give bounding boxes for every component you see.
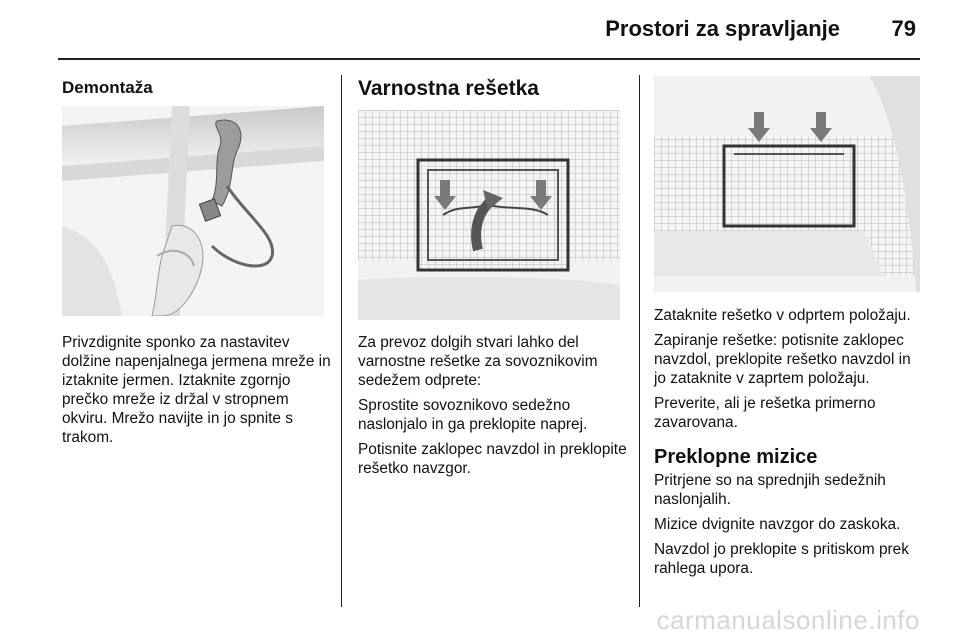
paragraph-mizice-1: Pritrjene so na sprednjih sedežnih naslonjalih. [654, 472, 886, 508]
column-divider-2 [639, 75, 640, 607]
header-rule [58, 58, 920, 60]
watermark: carmanualsonline.info [656, 605, 920, 635]
illustration-safety-grille-locked [654, 76, 920, 292]
page-number: 79 [891, 16, 916, 41]
paragraph-mizice-3: Navzdol jo preklopite s pritiskom prek rahlega upora. [654, 541, 909, 577]
illustration-safety-grille-opening [358, 110, 620, 320]
paragraph-resetka-open: Zataknite rešetko v odprtem položaju. [654, 307, 911, 324]
paragraph-resetka-check: Preverite, ali je rešetka primerno zavarovana. [654, 395, 876, 431]
paragraph-resetka-close: Zapiranje rešetke: potisnite zaklopec navzdol, preklopite rešetko navzdol in jo zataknite v zaprtem položaju. [654, 332, 911, 387]
section-heading-demontaza: Demontaža [62, 78, 153, 97]
column-divider-1 [341, 75, 342, 607]
section-heading-varnostna-resetka: Varnostna rešetka [358, 77, 539, 100]
paragraph-resetka-intro: Za prevoz dolgih stvari lahko del varnostne rešetke za sovoznikovim sedežem odprete: [358, 334, 598, 389]
paragraph-resetka-step2: Potisnite zaklopec navzdol in preklopite rešetko navzgor. [358, 441, 627, 477]
illustration-net-strap [62, 106, 324, 316]
paragraph-resetka-step1: Sprostite sovoznikovo sedežno naslonjalo in ga preklopite naprej. [358, 397, 588, 433]
col2-text [358, 333, 630, 478]
paragraph-demontaza: Privzdignite sponko za nastavitev dolžine napenjalnega jermena mreže in iztaknite jermen. Iztaknite zgornjo prečko mreže iz držal v stropnem okviru. Mrežo navijte in jo spnite s trakom. [62, 334, 331, 446]
page-title: Prostori za spravljanje [605, 16, 840, 41]
paragraph-mizice-2: Mizice dvignite navzgor do zaskoka. [654, 516, 901, 533]
col3-text [654, 306, 926, 578]
section-heading-preklopne-mizice: Preklopne mizice [654, 446, 818, 468]
